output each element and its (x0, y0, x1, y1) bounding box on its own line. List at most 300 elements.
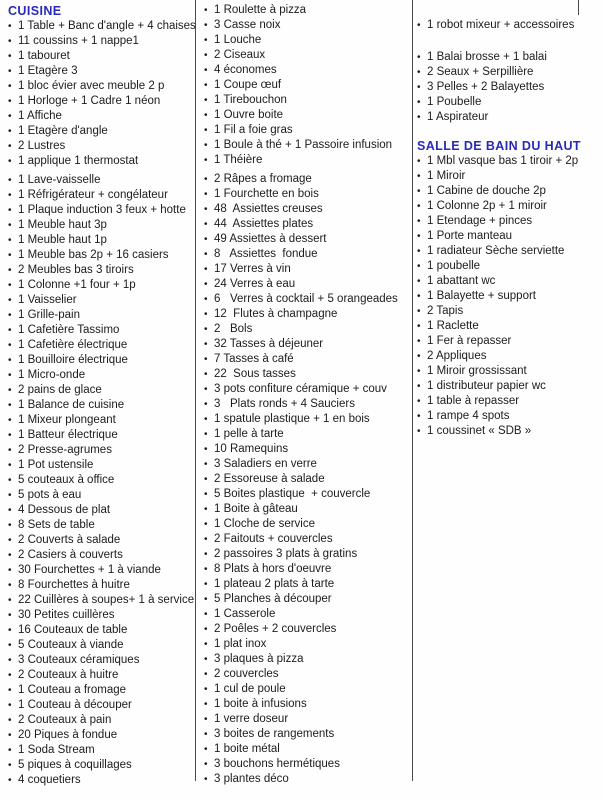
list-item (8, 473, 194, 488)
bullet-icon: • (204, 294, 208, 305)
list-item (417, 199, 601, 214)
list-item (8, 109, 194, 124)
list-item (204, 3, 410, 18)
bullet-icon: • (8, 610, 12, 621)
bullet-icon: • (8, 66, 12, 77)
list-item-text: 4 Dessous de plat (18, 504, 111, 516)
bullet-icon: • (204, 534, 208, 545)
list-item-text: 1 Vaisselier (18, 294, 77, 306)
bullet-icon: • (204, 219, 208, 230)
list-item (8, 383, 194, 398)
list-item-text: 8 Sets de table (18, 519, 95, 531)
list-item-text: 1 Colonne 2p + 1 miroir (427, 200, 547, 212)
bullet-icon: • (8, 295, 12, 306)
list-item-text: 2 Appliques (427, 350, 487, 362)
list-item-text: 2 Couteaux à huitre (18, 669, 119, 681)
bullet-icon: • (417, 426, 421, 437)
list-item (8, 49, 194, 64)
list-item (204, 123, 410, 138)
list-item (8, 64, 194, 79)
list-item-text: 1 Plaque induction 3 feux + hotte (18, 204, 186, 216)
list-item (8, 698, 194, 713)
list-item-text: 3 pots confiture céramique + couv (214, 383, 387, 395)
list-item (417, 50, 601, 65)
list-item (417, 244, 601, 259)
bullet-icon: • (8, 490, 12, 501)
bullet-icon: • (204, 579, 208, 590)
list-item (8, 713, 194, 728)
bullet-icon: • (8, 126, 12, 137)
list-item-text: 4 économes (214, 64, 277, 76)
list-item-text: 1 applique 1 thermostat (18, 155, 139, 167)
list-item-text: 8 Fourchettes à huitre (18, 579, 130, 591)
list-item (417, 319, 601, 334)
list-item (204, 697, 410, 712)
list-item (204, 63, 410, 78)
bullet-icon: • (8, 655, 12, 666)
bullet-icon: • (204, 174, 208, 185)
list-item-text: 11 coussins + 1 nappe1 (18, 35, 139, 47)
list-item (204, 232, 410, 247)
list-item (204, 172, 410, 187)
list-item (204, 292, 410, 307)
bullet-icon: • (204, 669, 208, 680)
list-item (417, 424, 601, 439)
list-item-text: 2 Seaux + Serpillière (427, 66, 534, 78)
list-item-text: 1 Fourchette en bois (214, 188, 319, 200)
bullet-icon: • (204, 384, 208, 395)
list-item (204, 247, 410, 262)
list-item-text: 3 bouchons hermétiques (214, 758, 340, 770)
list-item (204, 487, 410, 502)
bullet-icon: • (8, 685, 12, 696)
list-item-text: 1 plateau 2 plats à tarte (214, 578, 335, 590)
list-item-text: 5 Planches à découper (214, 593, 332, 605)
bullet-icon: • (204, 654, 208, 665)
item-group (417, 50, 601, 125)
list-item-text: 1 Couteau a fromage (18, 684, 127, 696)
list-item (417, 95, 601, 110)
list-item (8, 173, 194, 188)
list-item (8, 443, 194, 458)
bullet-icon: • (8, 670, 12, 681)
bullet-icon: • (204, 504, 208, 515)
list-item-text: 1 Aspirateur (427, 111, 489, 123)
list-item (8, 488, 194, 503)
list-item-text: 3 Saladiers en verre (214, 458, 317, 470)
bullet-icon: • (8, 96, 12, 107)
list-item-text: 49 Assiettes à dessert (214, 233, 327, 245)
list-item (417, 289, 601, 304)
list-item-text: 1 bloc évier avec meuble 2 p (18, 80, 165, 92)
list-item (8, 323, 194, 338)
list-item-text: 1 Etagère d'angle (18, 125, 108, 137)
list-item (417, 154, 601, 169)
list-item-text: 2 Couverts à salade (18, 534, 121, 546)
bullet-icon: • (417, 201, 421, 212)
bullet-icon: • (8, 141, 12, 152)
list-item-text: 1 Cabine de douche 2p (427, 185, 546, 197)
list-item (8, 233, 194, 248)
list-item-text: 1 Mbl vasque bas 1 tiroir + 2p (427, 155, 579, 167)
list-item (417, 214, 601, 229)
list-item (417, 379, 601, 394)
bullet-icon: • (204, 729, 208, 740)
bullet-icon: • (204, 155, 208, 166)
list-item-text: 1 Etagère 3 (18, 65, 78, 77)
bullet-icon: • (204, 414, 208, 425)
list-item-text: 1 Réfrigérateur + congélateur (18, 189, 168, 201)
bullet-icon: • (417, 366, 421, 377)
bullet-icon: • (204, 369, 208, 380)
bullet-icon: • (204, 489, 208, 500)
list-item (417, 304, 601, 319)
bullet-icon: • (8, 400, 12, 411)
list-item (417, 274, 601, 289)
bullet-icon: • (8, 385, 12, 396)
list-item-text: 1 Grille-pain (18, 309, 80, 321)
list-item (204, 712, 410, 727)
list-item-text: 3 plaques à pizza (214, 653, 304, 665)
list-item (8, 623, 194, 638)
bullet-icon: • (8, 111, 12, 122)
column-left (8, 3, 194, 788)
section (417, 138, 601, 439)
list-item (8, 548, 194, 563)
list-item (8, 533, 194, 548)
list-item-text: 1 Etendage + pinces (427, 215, 533, 227)
list-item-text: 1 Colonne +1 four + 1p (18, 279, 136, 291)
list-item (204, 502, 410, 517)
list-item-text: 1 pelle à tarte (214, 428, 284, 440)
list-item (204, 427, 410, 442)
list-item-text: 2 Presse-agrumes (18, 444, 112, 456)
list-item-text: 1 Micro-onde (18, 369, 86, 381)
list-item-text: 3 boites de rangements (214, 728, 335, 740)
list-item (204, 202, 410, 217)
list-item (417, 18, 601, 33)
bullet-icon: • (8, 760, 12, 771)
bullet-icon: • (8, 580, 12, 591)
column-divider (195, 0, 196, 781)
list-item (204, 153, 410, 168)
list-item (204, 78, 410, 93)
list-item-text: 5 pots à eau (18, 489, 82, 501)
list-item (8, 758, 194, 773)
list-item (417, 394, 601, 409)
item-group (8, 173, 194, 788)
list-item (8, 668, 194, 683)
list-item (204, 352, 410, 367)
list-item-text: 24 Verres à eau (214, 278, 296, 290)
list-item (204, 547, 410, 562)
list-item (8, 203, 194, 218)
list-item (204, 33, 410, 48)
list-item-text: 1 radiateur Sèche serviette (427, 245, 565, 257)
list-item (417, 110, 601, 125)
bullet-icon: • (417, 186, 421, 197)
bullet-icon: • (8, 265, 12, 276)
bullet-icon: • (204, 639, 208, 650)
list-item-text: 1 Balai brosse + 1 balai (427, 51, 547, 63)
list-item (8, 218, 194, 233)
list-item (8, 308, 194, 323)
list-item-text: 2 Faitouts + couvercles (214, 533, 333, 545)
list-item-text: 3 Plats ronds + 4 Sauciers (214, 398, 355, 410)
bullet-icon: • (204, 684, 208, 695)
list-item-text: 1 poubelle (427, 260, 481, 272)
list-item (8, 338, 194, 353)
bullet-icon: • (417, 411, 421, 422)
bullet-icon: • (417, 291, 421, 302)
bullet-icon: • (204, 699, 208, 710)
list-item-text: 1 Boite à gâteau (214, 503, 298, 515)
list-item-text: 5 couteaux à office (18, 474, 115, 486)
bullet-icon: • (204, 5, 208, 16)
bullet-icon: • (204, 35, 208, 46)
bullet-icon: • (204, 624, 208, 635)
list-item-text: 1 Raclette (427, 320, 479, 332)
list-item-text: 1 cul de poule (214, 683, 286, 695)
list-item-text: 1 Porte manteau (427, 230, 513, 242)
list-item-text: 1 Meuble bas 2p + 16 casiers (18, 249, 169, 261)
bullet-icon: • (8, 205, 12, 216)
list-item (204, 322, 410, 337)
bullet-icon: • (204, 234, 208, 245)
list-item (204, 652, 410, 667)
list-item-text: 1 Casserole (214, 608, 276, 620)
list-item (417, 364, 601, 379)
list-item (204, 532, 410, 547)
bullet-icon: • (417, 351, 421, 362)
bullet-icon: • (204, 474, 208, 485)
bullet-icon: • (417, 112, 421, 123)
bullet-icon: • (204, 140, 208, 151)
bullet-icon: • (204, 324, 208, 335)
list-item-text: 1 Balance de cuisine (18, 399, 125, 411)
bullet-icon: • (8, 550, 12, 561)
bullet-icon: • (8, 700, 12, 711)
bullet-icon: • (204, 189, 208, 200)
bullet-icon: • (8, 640, 12, 651)
item-group (204, 3, 410, 168)
bullet-icon: • (417, 216, 421, 227)
list-item-text: 2 Poêles + 2 couvercles (214, 623, 337, 635)
list-item-text: 1 Horloge + 1 Cadre 1 néon (18, 95, 161, 107)
list-item (8, 79, 194, 94)
list-item (8, 19, 194, 34)
list-item (204, 108, 410, 123)
list-item (417, 80, 601, 95)
bullet-icon: • (8, 280, 12, 291)
bullet-icon: • (417, 276, 421, 287)
list-item (204, 367, 410, 382)
list-item-text: 2 Essoreuse à salade (214, 473, 325, 485)
list-item (204, 607, 410, 622)
list-item-text: 5 Couteaux à viande (18, 639, 124, 651)
list-item-text: 1 Roulette à pizza (214, 4, 307, 16)
list-item (204, 337, 410, 352)
list-item (204, 48, 410, 63)
list-item-text: 1 Soda Stream (18, 744, 95, 756)
list-item-text: 1 Cafetière Tassimo (18, 324, 120, 336)
list-item (8, 263, 194, 278)
list-item-text: 1 Balayette + support (427, 290, 537, 302)
bullet-icon: • (204, 309, 208, 320)
bullet-icon: • (8, 21, 12, 32)
list-item-text: 1 boite métal (214, 743, 280, 755)
bullet-icon: • (8, 505, 12, 516)
list-item (417, 259, 601, 274)
bullet-icon: • (8, 415, 12, 426)
list-item-text: 1 Tirebouchon (214, 94, 287, 106)
list-item-text: 2 couvercles (214, 668, 279, 680)
list-item-text: 2 Ciseaux (214, 49, 266, 61)
list-item-text: 44 Assiettes plates (214, 218, 314, 230)
list-item (8, 503, 194, 518)
list-item (8, 413, 194, 428)
list-item (8, 139, 194, 154)
bullet-icon: • (417, 306, 421, 317)
list-item (8, 94, 194, 109)
list-item (204, 277, 410, 292)
bullet-icon: • (8, 565, 12, 576)
bullet-icon: • (8, 445, 12, 456)
list-item-text: 1 Cloche de service (214, 518, 315, 530)
list-item-text: 5 piques à coquillages (18, 759, 132, 771)
bullet-icon: • (204, 459, 208, 470)
list-item-text: 17 Verres à vin (214, 263, 291, 275)
list-item (204, 682, 410, 697)
list-item-text: 22 Sous tasses (214, 368, 296, 380)
bullet-icon: • (8, 535, 12, 546)
bullet-icon: • (204, 110, 208, 121)
list-item (8, 428, 194, 443)
bullet-icon: • (204, 519, 208, 530)
list-item-text: 1 coussinet « SDB » (427, 425, 532, 437)
list-item-text: 1 Fil a foie gras (214, 124, 293, 136)
list-item-text: 1 robot mixeur + accessoires (427, 19, 575, 31)
bullet-icon: • (8, 355, 12, 366)
list-item-text: 20 Piques à fondue (18, 729, 118, 741)
list-item (204, 18, 410, 33)
section (417, 18, 601, 125)
list-item (8, 353, 194, 368)
list-item (204, 457, 410, 472)
list-item-text: 3 Pelles + 2 Balayettes (427, 81, 545, 93)
list-item (8, 278, 194, 293)
item-group (417, 18, 601, 33)
column-middle (204, 3, 410, 787)
bullet-icon: • (204, 399, 208, 410)
list-item-text: 1 Batteur électrique (18, 429, 118, 441)
list-item (8, 293, 194, 308)
list-item-text: 48 Assiettes creuses (214, 203, 323, 215)
list-item-text: 1 Fer à repasser (427, 335, 512, 347)
bullet-icon: • (8, 250, 12, 261)
bullet-icon: • (8, 175, 12, 186)
list-item-text: 2 Bols (214, 323, 253, 335)
list-item-text: 1 distributeur papier wc (427, 380, 546, 392)
list-item (8, 248, 194, 263)
list-item-text: 5 Boites plastique + couvercle (214, 488, 371, 500)
list-item (204, 412, 410, 427)
bullet-icon: • (8, 156, 12, 167)
list-item (204, 442, 410, 457)
list-item-text: 32 Tasses à déjeuner (214, 338, 324, 350)
list-item-text: 1 Miroir (427, 170, 466, 182)
list-item (8, 154, 194, 169)
bullet-icon: • (8, 745, 12, 756)
bullet-icon: • (204, 95, 208, 106)
list-item (8, 593, 194, 608)
list-item (204, 742, 410, 757)
list-item (417, 409, 601, 424)
bullet-icon: • (417, 97, 421, 108)
list-item (204, 307, 410, 322)
bullet-icon: • (204, 609, 208, 620)
list-item (204, 472, 410, 487)
list-item (8, 728, 194, 743)
bullet-icon: • (8, 715, 12, 726)
list-item (8, 124, 194, 139)
list-item-text: 1 Coupe œuf (214, 79, 282, 91)
section (8, 3, 194, 788)
list-item (8, 578, 194, 593)
list-item-text: 1 Meuble haut 1p (18, 234, 107, 246)
bullet-icon: • (417, 67, 421, 78)
list-item (204, 397, 410, 412)
section (204, 3, 410, 787)
list-item (204, 757, 410, 772)
list-item (8, 773, 194, 788)
list-item-text: 16 Couteaux de table (18, 624, 128, 636)
list-item (204, 517, 410, 532)
item-group (417, 154, 601, 439)
list-item (204, 382, 410, 397)
list-item-text: 2 Lustres (18, 140, 66, 152)
bullet-icon: • (417, 246, 421, 257)
list-item-text: 1 Poubelle (427, 96, 482, 108)
bullet-icon: • (417, 231, 421, 242)
bullet-icon: • (417, 52, 421, 63)
list-item-text: 1 Pot ustensile (18, 459, 94, 471)
list-item (8, 743, 194, 758)
list-item-text: 1 Louche (214, 34, 262, 46)
list-item (8, 563, 194, 578)
list-item-text: 1 plat inox (214, 638, 267, 650)
list-item (8, 458, 194, 473)
list-item (417, 184, 601, 199)
bullet-icon: • (417, 156, 421, 167)
list-item (204, 138, 410, 153)
list-item (204, 187, 410, 202)
list-item-text: 1 Bouilloire électrique (18, 354, 128, 366)
list-item (8, 188, 194, 203)
bullet-icon: • (8, 595, 12, 606)
bullet-icon: • (8, 625, 12, 636)
bullet-icon: • (417, 82, 421, 93)
bullet-icon: • (8, 36, 12, 47)
bullet-icon: • (8, 81, 12, 92)
list-item-text: 1 boite à infusions (214, 698, 307, 710)
list-item-text: 3 Couteaux céramiques (18, 654, 140, 666)
bullet-icon: • (8, 460, 12, 471)
list-item-text: 2 Râpes a fromage (214, 173, 312, 185)
bullet-icon: • (204, 774, 208, 785)
bullet-icon: • (204, 20, 208, 31)
bullet-icon: • (204, 50, 208, 61)
